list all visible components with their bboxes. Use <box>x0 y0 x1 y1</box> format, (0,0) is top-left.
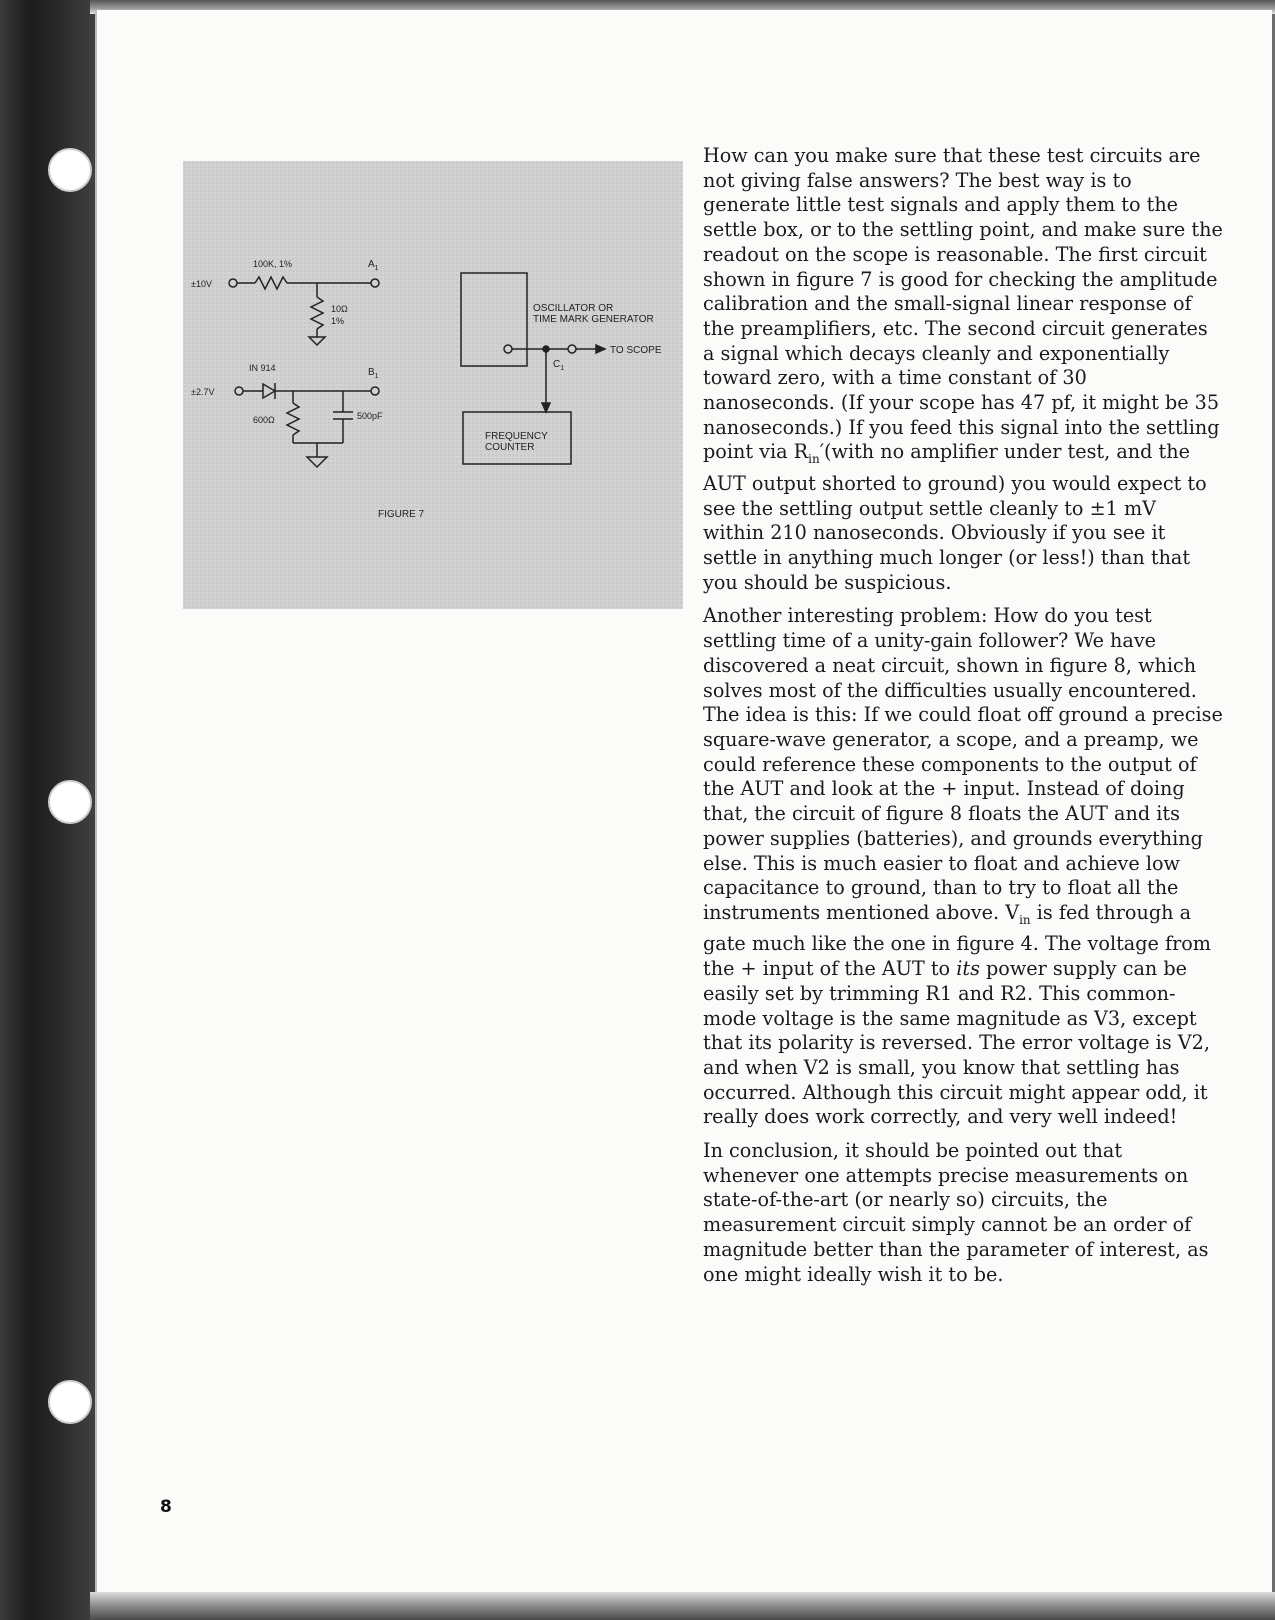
label-capacitor: 500pF <box>357 411 383 421</box>
label-node-c1 <box>553 359 564 372</box>
paragraph-2-text-c: power supply can be easily set by trimming R1 and R2. This common-mode voltage is the same magnitude as V3, except that its polarity is reversed. The error voltage is V2, and when V2 is small, you know that settling has occurred. Although this circuit might appear odd, it really does work correctly, and very well indeed! <box>703 957 1210 1129</box>
ground-symbol-b <box>307 457 327 467</box>
terminal-b1 <box>371 387 379 395</box>
terminal-c1 <box>568 345 576 353</box>
paragraph-3: In conclusion, it should be pointed out that whenever one attempts precise measurements on state-of-the-art (or nearly so) circuits, the measurement circuit simply cannot be an order of magnitude better than the parameter of interest, as one might ideally wish it to be. <box>703 1139 1209 1286</box>
body-text <box>703 144 1223 1296</box>
arrow-to-counter <box>542 403 550 412</box>
label-node-c-sub: 1 <box>560 365 565 372</box>
figure-caption: FIGURE 7 <box>378 509 425 520</box>
label-diode: IN 914 <box>249 363 276 373</box>
circuit-schematic <box>183 161 683 609</box>
label-to-scope: TO SCOPE <box>610 345 662 356</box>
binder-hole-middle <box>48 780 92 824</box>
paragraph-2-text-b: is fed through a gate much like the one in figure 4. The voltage from the + input of the AUT to <box>703 900 1211 981</box>
paragraph-2 <box>703 604 1223 1130</box>
label-node-a1 <box>368 259 379 272</box>
terminal-b-in <box>235 387 243 395</box>
binder-hole-bottom <box>48 1380 92 1424</box>
generator-box <box>461 273 527 366</box>
paragraph-2-emphasis: its <box>956 957 980 981</box>
resistor-100k <box>255 277 287 289</box>
ground-symbol-a <box>309 337 325 345</box>
terminal-a-in <box>229 279 237 287</box>
label-generator-1: OSCILLATOR OR <box>533 303 614 314</box>
label-shunt-value: 10Ω <box>331 304 348 314</box>
label-shunt-tolerance: 1% <box>331 316 345 326</box>
resistor-600ohm <box>287 403 299 435</box>
label-counter-1: FREQUENCY <box>485 431 548 442</box>
diode-in914 <box>263 384 275 398</box>
label-resistor-100k: 100K, 1% <box>253 259 293 269</box>
paragraph-2-text-a: Another interesting problem: How do you test settling time of a unity-gain follower? We have discovered a neat circuit, shown in figure 8, which solves most of the difficulties usually encountered. The idea is this: If we could float off ground a precise square-wave generator, a scope, and a preamp, we could reference these components to the output of the AUT and look at the + input. Instead of doing that, the circuit of figure 8 floats the AUT and its power supplies (batteries), and grounds everything else. This is much easier to float and achieve low capacitance to ground, than to try to float all the instruments mentioned above. V <box>703 604 1223 924</box>
terminal-a1 <box>371 279 379 287</box>
paragraph-1-text-b: ′(with no amplifier under test, and the AUT output shorted to ground) you would expect to see the settling output settle cleanly to ±1 mV within 210 nanoseconds. Obviously if you see it settle in anything much longer (or less!) than that you should be suspicious. <box>703 440 1207 594</box>
resistor-10ohm <box>311 297 323 329</box>
page-number: 8 <box>160 1497 172 1517</box>
scan-bottom-edge <box>90 1592 1275 1620</box>
subscript-in-1: in <box>808 452 820 467</box>
subscript-in-2: in <box>1019 912 1031 927</box>
label-node-b1 <box>368 367 379 380</box>
arrow-to-scope <box>596 345 605 353</box>
label-node-c: C <box>553 359 561 370</box>
label-generator-2: TIME MARK GENERATOR <box>533 314 654 325</box>
label-source-a: ±10V <box>191 279 212 289</box>
label-node-b-sub: 1 <box>374 373 379 380</box>
label-source-b: ±2.7V <box>191 387 215 397</box>
label-counter-2: COUNTER <box>485 442 535 453</box>
label-node-b: B <box>368 367 375 378</box>
paragraph-1-text-a: How can you make sure that these test circuits are not giving false answers? The best way is to generate little test signals and apply them to the settle box, or to the settling point, and make sure the readout on the scope is reasonable. The first circuit shown in figure 7 is good for checking the amplitude calibration and the small-signal linear response of the preamplifiers, etc. The second circuit generates a signal which decays cleanly and exponentially toward zero, with a time constant of 30 nanoseconds. (If your scope has 47 pf, it might be 35 nanoseconds.) If you feed this signal into the settling point via R <box>703 144 1223 464</box>
figure-7 <box>183 161 683 609</box>
paragraph-1 <box>703 144 1223 595</box>
label-node-a-sub: 1 <box>374 265 379 272</box>
label-resistor-600: 600Ω <box>253 415 275 425</box>
binder-hole-top <box>48 148 92 192</box>
label-node-a: A <box>368 259 375 270</box>
